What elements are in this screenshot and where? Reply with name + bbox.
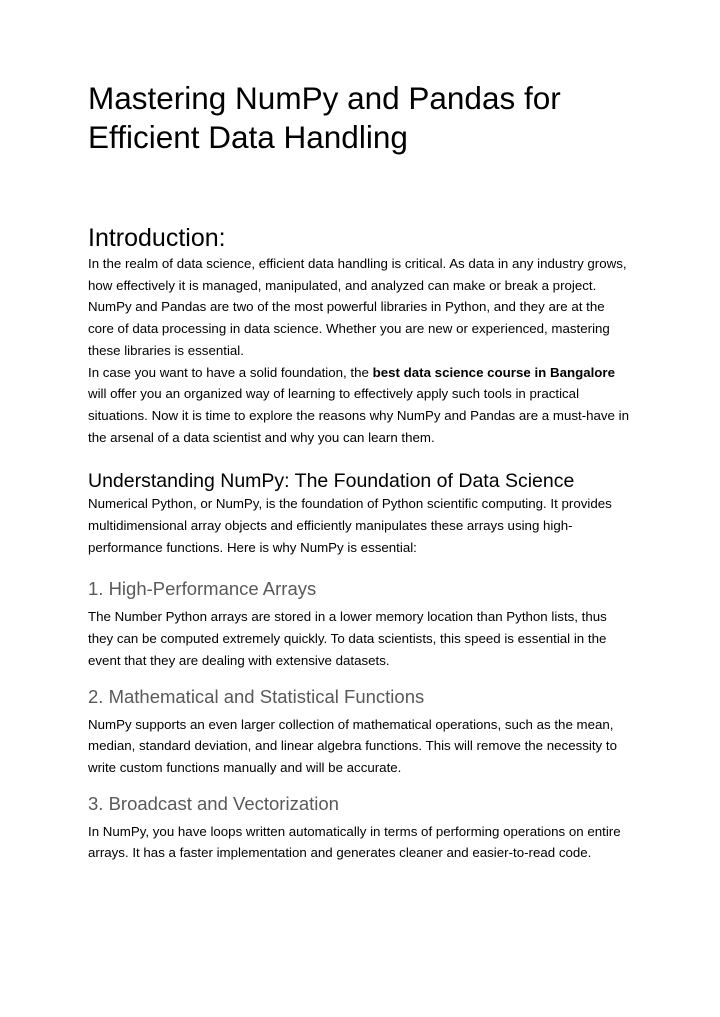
- bold-course-name: best data science course in Bangalore: [372, 364, 615, 380]
- heading-introduction: Introduction:: [88, 224, 226, 252]
- section-broadcast-vectorization: [88, 792, 630, 864]
- heading-numpy-foundation: Understanding NumPy: The Foundation of Data Science: [88, 470, 575, 493]
- subheading-math-statistical-functions: 2. Mathematical and Statistical Functions: [88, 685, 425, 707]
- subheading-broadcast-vectorization: 3. Broadcast and Vectorization: [88, 792, 339, 814]
- section-high-performance-arrays: [88, 577, 630, 671]
- paragraph-intro-overview: In the realm of data science, efficient data handling is critical. As data in any industry grows, how effectively it is managed, manipulated, and analyzed can make or break a project. NumPy and Pandas are two of the most powerful libraries in Python, and they are at the core of data processing in data science. Whether you are new or experienced, mastering these libraries is essential.: [88, 256, 627, 358]
- paragraph-numpy-intro: Numerical Python, or NumPy, is the foundation of Python scientific computing. It provides multidimensional array objects and efficiently manipulates these arrays using high-performance functions. Here is why NumPy is essential:: [88, 496, 612, 555]
- paragraph-course-recommendation: [88, 362, 630, 449]
- paragraph-text-before-bold: In case you want to have a solid foundation, the: [88, 364, 373, 380]
- paragraph-high-performance-arrays: The Number Python arrays are stored in a lower memory location than Python lists, thus they can be computed extremely quickly. To data scientists, this speed is essential in the event that they are dealing with extensive datasets.: [88, 609, 607, 668]
- document-content: [88, 79, 630, 864]
- document-title: Mastering NumPy and Pandas for Efficient Data Handling: [88, 80, 561, 155]
- paragraph-math-statistical-functions: NumPy supports an even larger collection of mathematical operations, such as the mean, median, standard deviation, and linear algebra functions. This will remove the necessity to write custom functions manually and will be accurate.: [88, 716, 617, 775]
- paragraph-broadcast-vectorization: In NumPy, you have loops written automatically in terms of performing operations on entire arrays. It has a faster implementation and generates cleaner and easier-to-read code.: [88, 823, 621, 861]
- section-math-statistical-functions: [88, 685, 630, 779]
- paragraph-text-after-bold: will offer you an organized way of learning to effectively apply such tools in practical situations. Now it is time to explore the reasons why NumPy and Pandas are a must-have in the arsenal of a data scientist and why you can learn them.: [88, 386, 629, 445]
- subheading-high-performance-arrays: 1. High-Performance Arrays: [88, 578, 317, 600]
